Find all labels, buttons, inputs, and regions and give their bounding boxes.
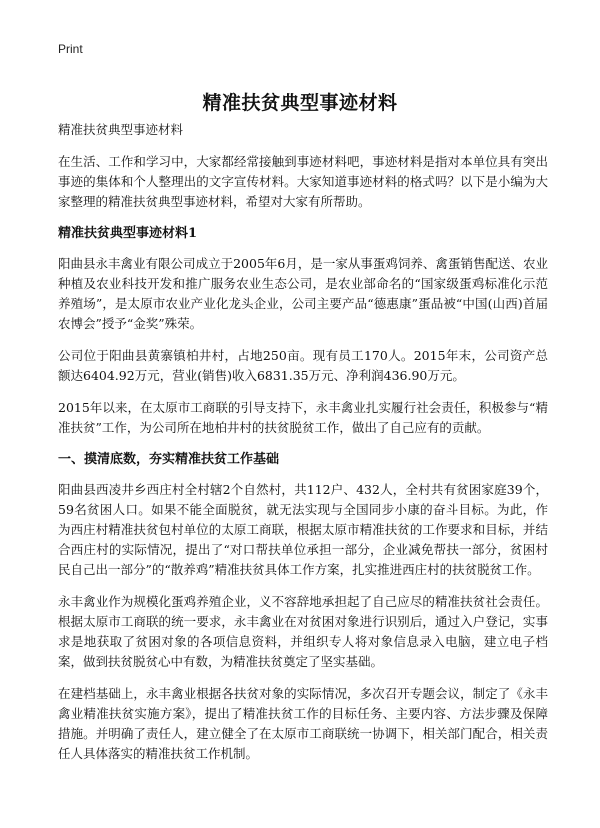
paragraph-company-intro: 阳曲县永丰禽业有限公司成立于2005年6月，是一家从事蛋鸡饲养、禽蛋销售配送、农业种植及农业科技开发和推广服务农业生态公司，是农业部命名的“国家级蛋鸡标准化示范养殖场”，是太原市农业产业化龙头企业，公司主要产品“德惠康”蛋品被“中国(山西)首届农博会”授予“金奖”殊荣。 bbox=[58, 256, 548, 331]
paragraph-company-location: 公司位于阳曲县黄寨镇柏井村，占地250亩。现有员工170人。2015年末，公司资产总额达6404.92万元，营业(销售)收入6831.35万元、净利润436.90万元。 bbox=[58, 348, 548, 383]
paragraph-village-info: 阳曲县西凌井乡西庄村全村辖2个自然村，共112户、432人，全村共有贫困家庭39个，59名贫困人口。如果不能全面脱贫，就无法实现与全国同步小康的奋斗目标。为此，作为西庄村精准扶贫包村单位的太原工商联，根据太原市精准扶贫的工作要求和目标，并结合西庄村的实际情况，提出了“对口帮扶单位承担一部分，企业减免帮扶一部分，贫困村民自己出一部分”的“散养鸡”精准扶贫具体工作方案，扎实推进西庄村的扶贫脱贫工作。 bbox=[58, 482, 548, 577]
paragraph-implementation-plan: 在建档基础上，永丰禽业根据各扶贫对象的实际情况，多次召开专题会议，制定了《永丰禽业精准扶贫实施方案》，提出了精准扶贫工作的目标任务、主要内容、方法步骤及保障措施。并明确了责任人，建立健全了在太原市工商联统一协调下，相关部门配合，相关责任人具体落实的精准扶贫工作机制。 bbox=[58, 686, 548, 761]
print-link[interactable]: Print bbox=[58, 42, 83, 56]
document-subtitle: 精准扶贫典型事迹材料 bbox=[58, 122, 184, 137]
section-heading-1: 精准扶贫典型事迹材料1 bbox=[58, 226, 198, 241]
intro-paragraph: 在生活、工作和学习中，大家都经常接触到事迹材料吧，事迹材料是指对本单位具有突出事迹的集体和个人整理出的文字宣传材料。大家知道事迹材料的格式吗？以下是小编为大家整理的精准扶贫典型事迹材料，希望对大家有所帮助。 bbox=[58, 154, 548, 209]
paragraph-poverty-work: 2015年以来，在太原市工商联的引导支持下，永丰禽业扎实履行社会责任，积极参与“精准扶贫”工作，为公司所在地柏井村的扶贫脱贫工作，做出了自己应有的贡献。 bbox=[58, 400, 548, 435]
document-title: 精准扶贫典型事迹材料 bbox=[202, 92, 398, 114]
document-body bbox=[58, 120, 548, 776]
paragraph-social-responsibility: 永丰禽业作为规模化蛋鸡养殖企业，义不容辞地承担起了自己应尽的精准扶贫社会责任。根据太原市工商联的统一要求，永丰禽业在对贫困对象进行识别后，通过入户登记，实事求是地获取了贫困对象的各项信息资料，并组织专人将对象信息录入电脑，建立电子档案，做到扶贫脱贫心中有数，为精准扶贫奠定了坚实基础。 bbox=[58, 594, 548, 669]
section-heading-2: 一、摸清底数，夯实精准扶贫工作基础 bbox=[58, 452, 280, 467]
